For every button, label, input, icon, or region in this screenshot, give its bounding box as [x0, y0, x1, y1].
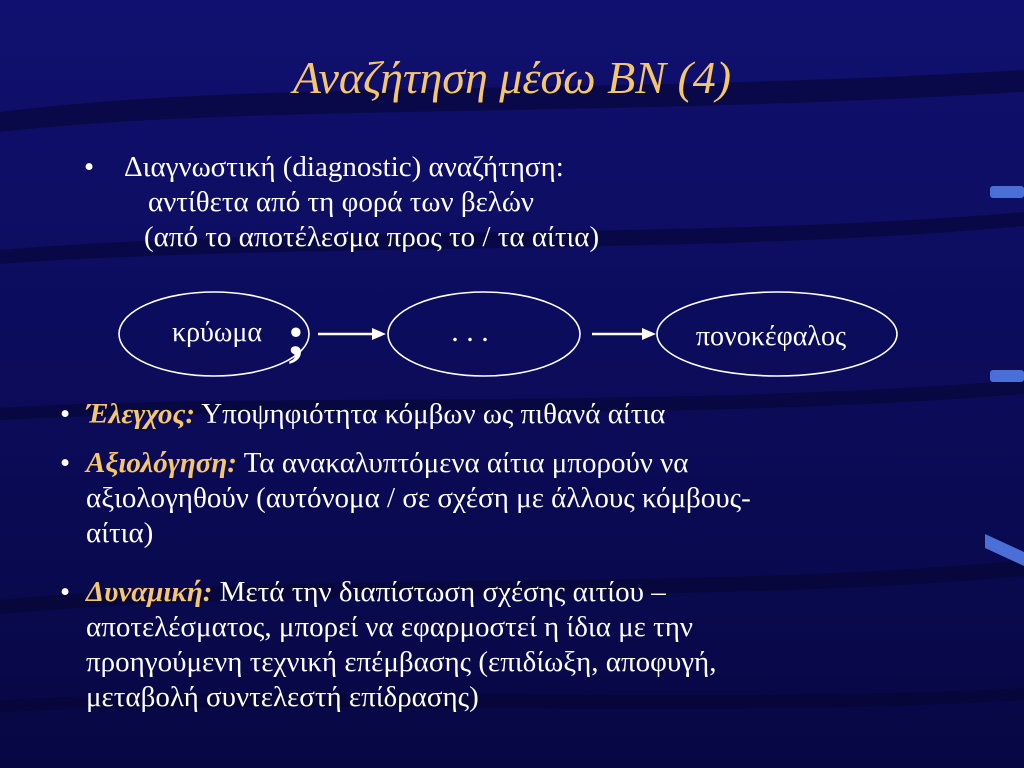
intro-bullet: • [84, 151, 95, 183]
point-3 [60, 575, 960, 715]
point-2-bullet: • [60, 447, 71, 479]
intro-line-1: Διαγνωστική (diagnostic) αναζήτηση: [124, 151, 564, 183]
point-3-text-1: Μετά την διαπίστωση σχέσης αιτίου – [219, 576, 666, 608]
point-3-label: Δυναμική: [86, 576, 213, 608]
slide-title: Αναζήτηση μέσω ΒΝ (4) [292, 52, 732, 103]
point-2-line-1 [86, 446, 960, 481]
node-label-3: πονοκέφαλος [695, 321, 847, 352]
point-1-label: Έλεγχος: [86, 398, 196, 430]
point-3-bullet: • [60, 576, 71, 608]
point-2-text-1: Τα ανακαλυπτόμενα αίτια μπορούν να [243, 447, 689, 479]
arrow-1 [318, 328, 386, 340]
intro-line-2: αντίθετα από τη φορά των βελών [148, 186, 535, 218]
intro-line-3: (από το αποτέλεσμα προς το / τα αίτια) [144, 221, 600, 253]
point-3-line-1 [86, 575, 960, 610]
arrow-2 [592, 328, 656, 340]
point-2 [60, 446, 960, 551]
point-1-line-1 [86, 397, 960, 432]
point-1-text-1: Υποψηφιότητα κόμβων ως πιθανά αίτια [201, 398, 666, 430]
point-2-label: Αξιολόγηση: [86, 447, 237, 479]
point-3-line-4: μεταβολή συντελεστή επίδρασης) [86, 681, 479, 713]
point-2-line-2: αξιολογηθούν (αυτόνομα / σε σχέση με άλλους κόμβους- [86, 482, 751, 514]
node-label-2: . . . [451, 315, 489, 348]
point-3-line-3: προηγούμενη τεχνική επέμβασης (επιδίωξη, αποφυγή, [86, 646, 717, 678]
question-mark: ; [286, 303, 306, 368]
point-2-line-3: αίτια) [86, 517, 154, 549]
node-label-1: κρύωμα [171, 317, 263, 348]
point-1 [60, 397, 960, 432]
point-3-line-2: αποτελέσματος, μπορεί να εφαρμοστεί η ίδια με την [86, 611, 694, 643]
point-1-bullet: • [60, 398, 71, 430]
